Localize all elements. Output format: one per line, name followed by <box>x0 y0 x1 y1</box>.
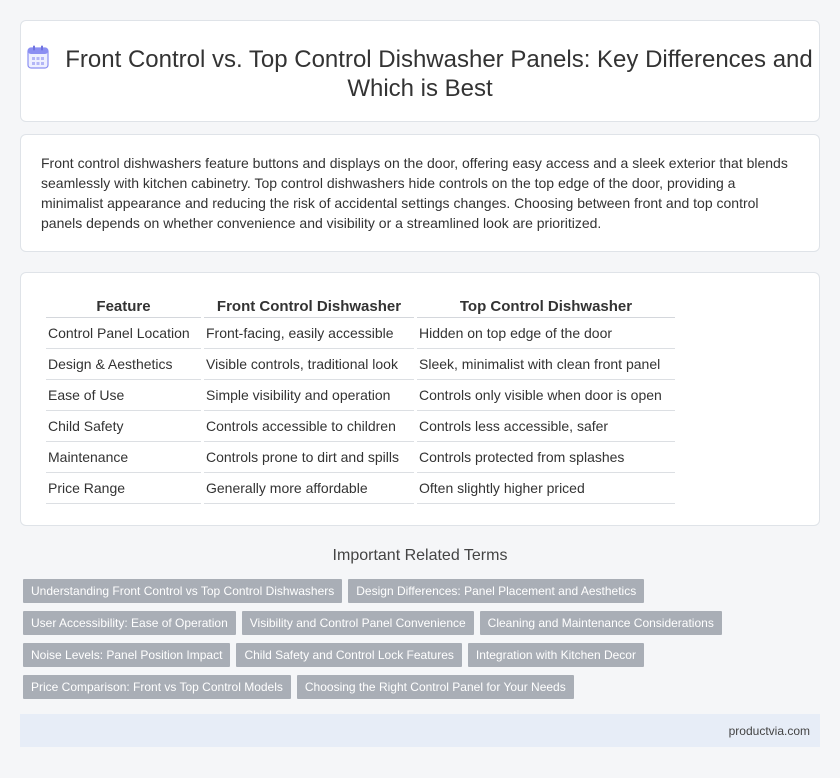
table-cell: Hidden on top edge of the door <box>417 318 675 349</box>
summary-card <box>20 134 820 252</box>
table-header: Feature <box>46 295 201 318</box>
table-cell: Front-facing, easily accessible <box>204 318 414 349</box>
calendar-icon <box>27 45 49 69</box>
table-header: Top Control Dishwasher <box>417 295 675 318</box>
related-terms-list <box>23 579 823 707</box>
related-term-link[interactable]: Cleaning and Maintenance Considerations <box>480 611 722 635</box>
related-term-link[interactable]: Noise Levels: Panel Position Impact <box>23 643 230 667</box>
table-cell: Design & Aesthetics <box>46 349 201 380</box>
table-row <box>46 473 675 504</box>
table-row <box>46 318 675 349</box>
table-cell: Price Range <box>46 473 201 504</box>
related-term-link[interactable]: Price Comparison: Front vs Top Control Models <box>23 675 291 699</box>
summary-text: Front control dishwashers feature buttons and displays on the door, offering easy access and a sleek exterior that blends seamlessly with kitchen cabinetry. Top control dishwashers hide controls on the top edge of the door, providing a minimalist appearance and reducing the risk of accidental settings changes. Choosing between front and top control panels depends on whether convenience and visibility or a streamlined look are prioritized. <box>41 155 788 231</box>
table-cell: Controls protected from splashes <box>417 442 675 473</box>
footer <box>20 714 820 747</box>
table-cell: Maintenance <box>46 442 201 473</box>
related-term-link[interactable]: Integration with Kitchen Decor <box>468 643 644 667</box>
comparison-table-card <box>20 272 820 526</box>
title-card <box>20 20 820 122</box>
related-term-link[interactable]: Child Safety and Control Lock Features <box>236 643 461 667</box>
table-cell: Ease of Use <box>46 380 201 411</box>
table-cell: Controls only visible when door is open <box>417 380 675 411</box>
table-cell: Sleek, minimalist with clean front panel <box>417 349 675 380</box>
table-cell: Control Panel Location <box>46 318 201 349</box>
table-cell: Child Safety <box>46 411 201 442</box>
related-term-link[interactable]: Visibility and Control Panel Convenience <box>242 611 474 635</box>
table-cell: Controls less accessible, safer <box>417 411 675 442</box>
table-cell: Controls prone to dirt and spills <box>204 442 414 473</box>
table-cell: Simple visibility and operation <box>204 380 414 411</box>
footer-site-link[interactable]: productvia.com <box>728 724 810 738</box>
table-cell: Generally more affordable <box>204 473 414 504</box>
page-title: Front Control vs. Top Control Dishwasher Panels: Key Differences and Which is Best <box>65 46 813 102</box>
table-cell: Often slightly higher priced <box>417 473 675 504</box>
page-title-wrap <box>21 45 819 103</box>
table-row <box>46 349 675 380</box>
related-term-link[interactable]: Design Differences: Panel Placement and Aesthetics <box>348 579 644 603</box>
comparison-table <box>43 295 678 504</box>
table-header-row <box>46 295 675 318</box>
table-row <box>46 411 675 442</box>
related-terms-heading: Important Related Terms <box>332 547 508 564</box>
related-term-link[interactable]: User Accessibility: Ease of Operation <box>23 611 236 635</box>
table-row <box>46 442 675 473</box>
table-cell: Visible controls, traditional look <box>204 349 414 380</box>
related-term-link[interactable]: Understanding Front Control vs Top Control Dishwashers <box>23 579 342 603</box>
table-row <box>46 380 675 411</box>
related-term-link[interactable]: Choosing the Right Control Panel for Your Needs <box>297 675 574 699</box>
table-header: Front Control Dishwasher <box>204 295 414 318</box>
table-cell: Controls accessible to children <box>204 411 414 442</box>
